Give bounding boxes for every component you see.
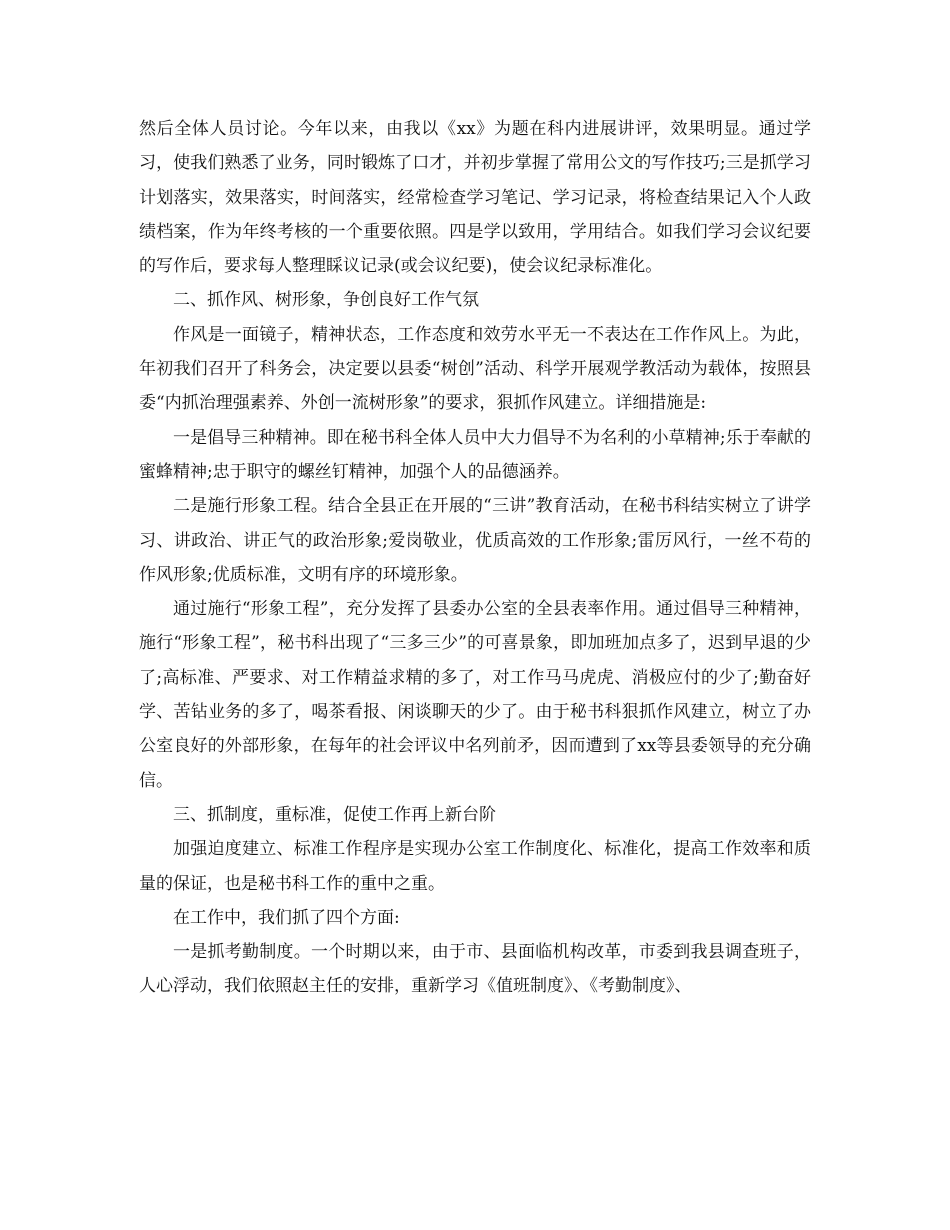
paragraph-work-style: 作风是一面镜子，精神状态，工作态度和效劳水平无一不表达在工作作风上。为此，年初我们召开了科务会，决定要以县委“树创”活动、科学开展观学教活动为载体，按照县委“内抓治理强素养、外创一流树形象”的要求，狠抓作风建立。详细措施是: [139,324,811,414]
paragraph-attendance: 一是抓考勤制度。一个时期以来，由于市、县面临机构改革，市委到我县调查班子，人心浮动，我们依照赵主任的安排，重新学习《值班制度》、《考勤制度》、 [139,942,811,997]
paragraph-image-results: 通过施行“形象工程”，充分发挥了县委办公室的全县表率作用。通过倡导三种精神，施行“形象工程”，秘书科出现了“三多三少”的可喜景象，即加班加点多了，迟到早退的少了;高标准、严要求、对工作精益求精的多了，对工作马马虎虎、消极应付的少了;勤奋好学、苦钻业务的多了，喝茶看报、闲谈聊天的少了。由于秘书科狠抓作风建立，树立了办公室良好的外部形象，在每年的社会评议中名列前矛，因而遭到了xx等县委领导的充分确信。 [139,599,811,791]
section-heading-2: 二、抓作风、树形象，争创良好工作气氛 [173,290,479,311]
paragraph-system-building: 加强迫度建立、标准工作程序是实现办公室工作制度化、标准化，提高工作效率和质量的保证，也是秘书科工作的重中之重。 [139,839,811,894]
section-heading-3: 三、抓制度，重标准，促使工作再上新台阶 [173,804,496,825]
paragraph-four-aspects: 在工作中，我们抓了四个方面: [173,907,400,928]
paragraph-three-spirits: 一是倡导三种精神。即在秘书科全体人员中大力倡导不为名利的小草精神;乐于奉献的蜜蜂精神;忠于职守的螺丝钉精神，加强个人的品德涵养。 [139,427,811,482]
document-body [139,112,811,1004]
paragraph-continuation: 然后全体人员讨论。今年以来，由我以《xx》为题在科内进展讲评，效果明显。通过学习，使我们熟悉了业务，同时锻炼了口才，并初步掌握了常用公文的写作技巧;三是抓学习计划落实，效果落实，时间落实，经常检查学习笔记、学习记录，将检查结果记入个人政绩档案，作为年终考核的一个重要依照。四是学以致用，学用结合。如我们学习会议纪要的写作后，要求每人整理睬议记录(或会议纪要)，使会议纪录标准化。 [139,119,811,277]
paragraph-image-project: 二是施行形象工程。结合全县正在开展的“三讲”教育活动，在秘书科结实树立了讲学习、讲政治、讲正气的政治形象;爱岗敬业，优质高效的工作形象;雷厉风行，一丝不苟的作风形象;优质标准，文明有序的环境形象。 [139,496,811,585]
